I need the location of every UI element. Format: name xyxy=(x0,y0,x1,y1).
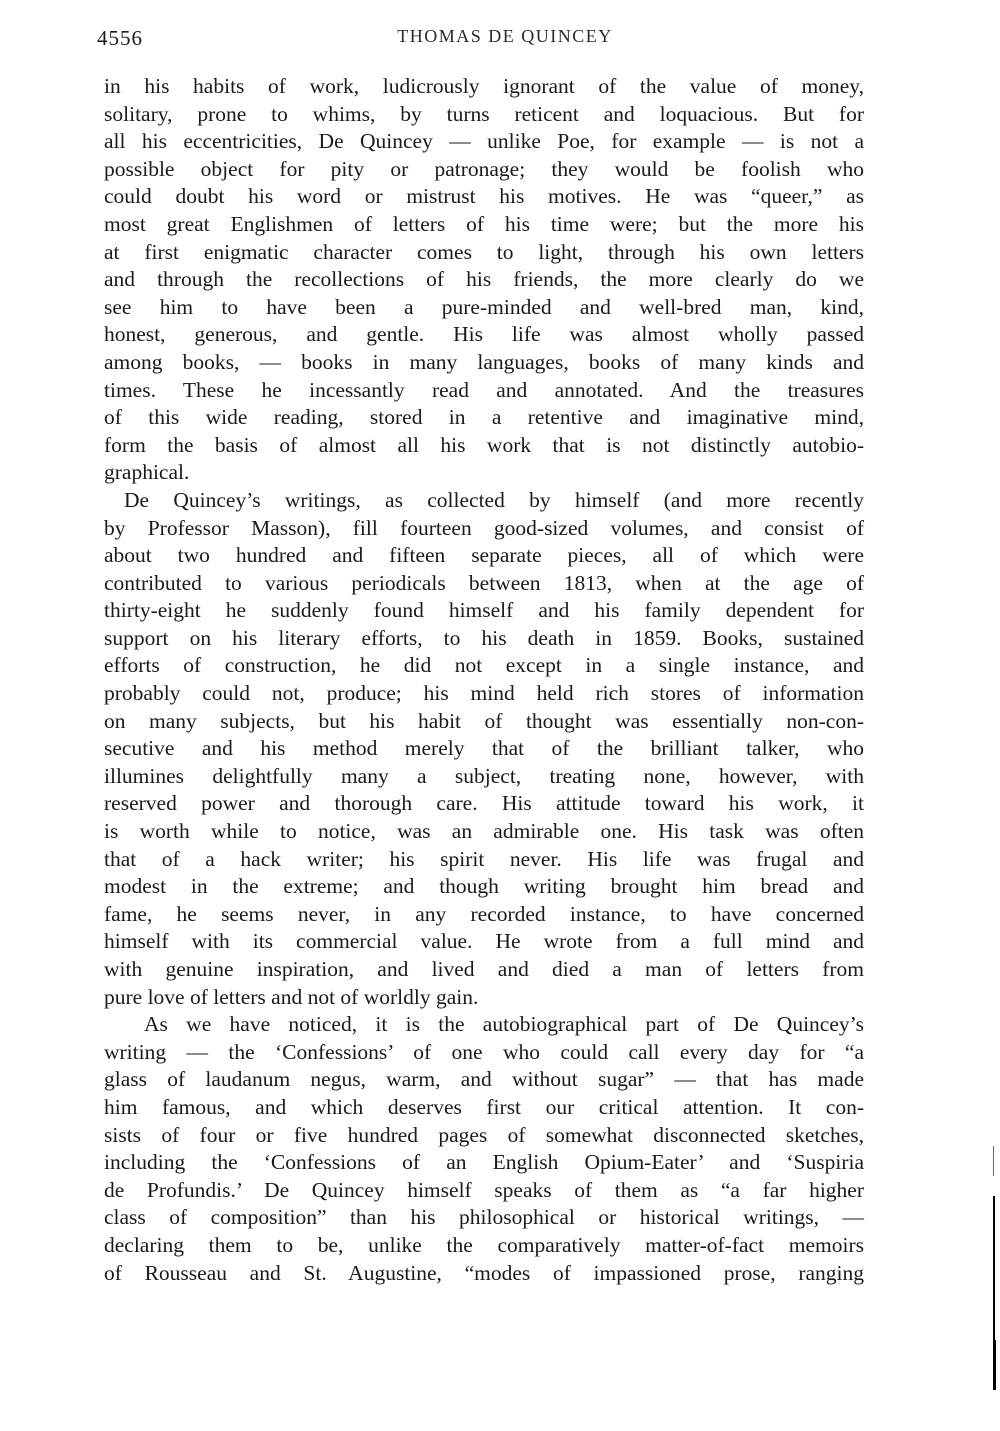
text-line: times. These he incessantly read and annotated. And the treasures xyxy=(104,377,864,402)
text-line: thirty-eight he suddenly found himself and his family dependent for xyxy=(104,598,864,623)
text-line: himself with its commercial value. He wrote from a full mind and xyxy=(104,929,864,954)
text-line: and through the recollections of his friends, the more clearly do we xyxy=(104,267,864,292)
text-line: pure love of letters and not of worldly gain. xyxy=(104,984,479,1009)
paragraph-1 xyxy=(104,73,864,487)
text-line: all his eccentricities, De Quincey — unlike Poe, for example — is not a xyxy=(104,129,864,154)
paragraph-2 xyxy=(104,487,864,1011)
text-line: glass of laudanum negus, warm, and without sugar” — that has made xyxy=(104,1067,864,1092)
text-line: probably could not, produce; his mind held rich stores of information xyxy=(104,681,864,706)
scan-edge-bar xyxy=(993,1340,996,1390)
text-line: de Profundis.’ De Quincey himself speaks of them as “a far higher xyxy=(104,1177,864,1202)
text-line: most great Englishmen of letters of his time were; but the more his xyxy=(104,211,864,236)
text-line: secutive and his method merely that of the brilliant talker, who xyxy=(104,736,864,761)
text-line: honest, generous, and gentle. His life was almost wholly passed xyxy=(104,322,864,347)
text-line: that of a hack writer; his spirit never. His life was frugal and xyxy=(104,846,864,871)
text-line: see him to have been a pure-minded and well-bred man, kind, xyxy=(104,294,864,319)
text-line: on many subjects, but his habit of thought was essentially non-con- xyxy=(104,708,864,733)
text-line: form the basis of almost all his work that is not distinctly autobio- xyxy=(104,432,864,457)
scan-edge-mark xyxy=(993,1146,994,1176)
text-line: reserved power and thorough care. His attitude toward his work, it xyxy=(104,791,864,816)
text-line: could doubt his word or mistrust his motives. He was “queer,” as xyxy=(104,184,864,209)
text-line: in his habits of work, ludicrously ignorant of the value of money, xyxy=(104,74,864,98)
text-line: of this wide reading, stored in a retentive and imaginative mind, xyxy=(104,405,864,430)
text-line: possible object for pity or patronage; they would be foolish who xyxy=(104,156,864,181)
text-line: at first enigmatic character comes to light, through his own letters xyxy=(104,239,864,264)
text-line: illumines delightfully many a subject, treating none, however, with xyxy=(104,763,864,788)
running-head: THOMAS DE QUINCEY xyxy=(397,26,613,46)
text-line: declaring them to be, unlike the comparatively matter-of-fact memoirs xyxy=(104,1232,864,1257)
text-line: solitary, prone to whims, by turns reticent and loquacious. But for xyxy=(104,101,864,126)
text-line: support on his literary efforts, to his death in 1859. Books, sustained xyxy=(104,625,864,650)
text-line: about two hundred and fifteen separate pieces, all of which were xyxy=(104,543,864,568)
text-line: class of composition” than his philosophical or historical writings, — xyxy=(104,1205,864,1230)
text-line: efforts of construction, he did not except in a single instance, and xyxy=(104,653,864,678)
text-line: among books, — books in many languages, books of many kinds and xyxy=(104,349,864,374)
text-line: sists of four or five hundred pages of somewhat disconnected sketches, xyxy=(104,1122,864,1147)
scan-edge-bar xyxy=(993,1196,995,1346)
text-line: with genuine inspiration, and lived and died a man of letters from xyxy=(104,957,864,981)
paragraph-3 xyxy=(104,1011,864,1287)
page-number: 4556 xyxy=(97,26,143,50)
text-line: is worth while to notice, was an admirable one. His task was often xyxy=(104,819,864,844)
text-line: of Rousseau and St. Augustine, “modes of impassioned prose, ranging xyxy=(104,1260,864,1285)
text-line: As we have noticed, it is the autobiographical part of De Quincey’s xyxy=(144,1012,864,1037)
text-line: modest in the extreme; and though writing brought him bread and xyxy=(104,874,864,899)
text-line: graphical. xyxy=(104,460,190,485)
text-line: him famous, and which deserves first our critical attention. It con- xyxy=(104,1094,864,1119)
text-line: fame, he seems never, in any recorded instance, to have concerned xyxy=(104,901,864,926)
text-line: contributed to various periodicals between 1813, when at the age of xyxy=(104,570,864,595)
body-text xyxy=(104,73,864,1287)
text-line: including the ‘Confessions of an English Opium-Eater’ and ‘Suspiria xyxy=(104,1150,864,1175)
text-line: by Professor Masson), fill fourteen good-sized volumes, and consist of xyxy=(104,515,864,540)
text-line: writing — the ‘Confessions’ of one who could call every day for “a xyxy=(104,1039,864,1064)
text-line: De Quincey’s writings, as collected by himself (and more recently xyxy=(124,487,864,512)
